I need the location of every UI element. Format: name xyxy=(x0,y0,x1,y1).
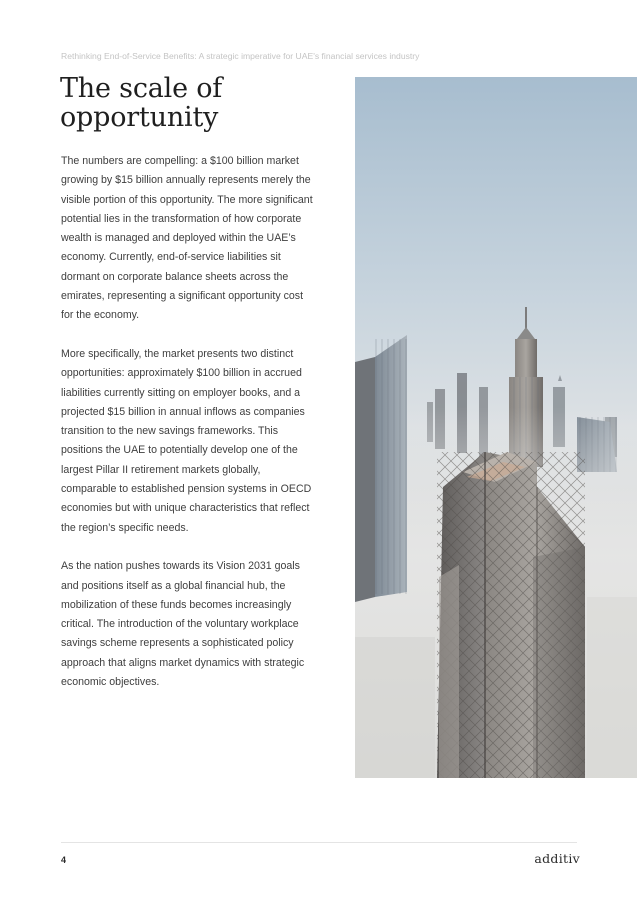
paragraph-3: As the nation pushes towards its Vision 2031 goals and positions itself as a global financial hub, the mobilization of these funds becomes increasingly critical. The introduction of the voluntary workplace savings scheme represents a sophisticated policy approach that aligns market dynamics with strategic economic objectives. xyxy=(61,560,305,689)
paragraph-1: The numbers are compelling: a $100 billion market growing by $15 billion annually represents merely the visible portion of this opportunity. The more significant potential lies in the transformation of how corporate wealth is managed and deployed within the UAE’s economy. Currently, end-of-service liabilities sit dormant on corporate balance sheets across the emirates, representing a significant opportunity cost for the economy. xyxy=(61,155,313,322)
paragraph-2: More specifically, the market presents two distinct opportunities: approximately $100 billion in accrued liabilities currently sitting on employer books, and a projected $15 billion in annual inflows as companies transition to the new savings frameworks. This positions the UAE to potentially develop one of the largest Pillar II retirement markets globally, comparable to established pension systems in OECD economies but with unique characteristics that reflect the region’s specific needs. xyxy=(61,347,312,534)
page-number: 4 xyxy=(61,855,67,865)
brand-logo: additiv xyxy=(534,851,580,866)
main-tower xyxy=(437,452,585,778)
body-text xyxy=(61,152,317,712)
skyline-photo xyxy=(355,77,637,778)
left-glass-tower xyxy=(355,335,407,602)
running-header: Rethinking End-of-Service Benefits: A strategic imperative for UAE's financial services industry xyxy=(61,51,420,61)
footer-divider xyxy=(61,842,577,843)
page-title: The scale of opportunity xyxy=(60,73,223,133)
